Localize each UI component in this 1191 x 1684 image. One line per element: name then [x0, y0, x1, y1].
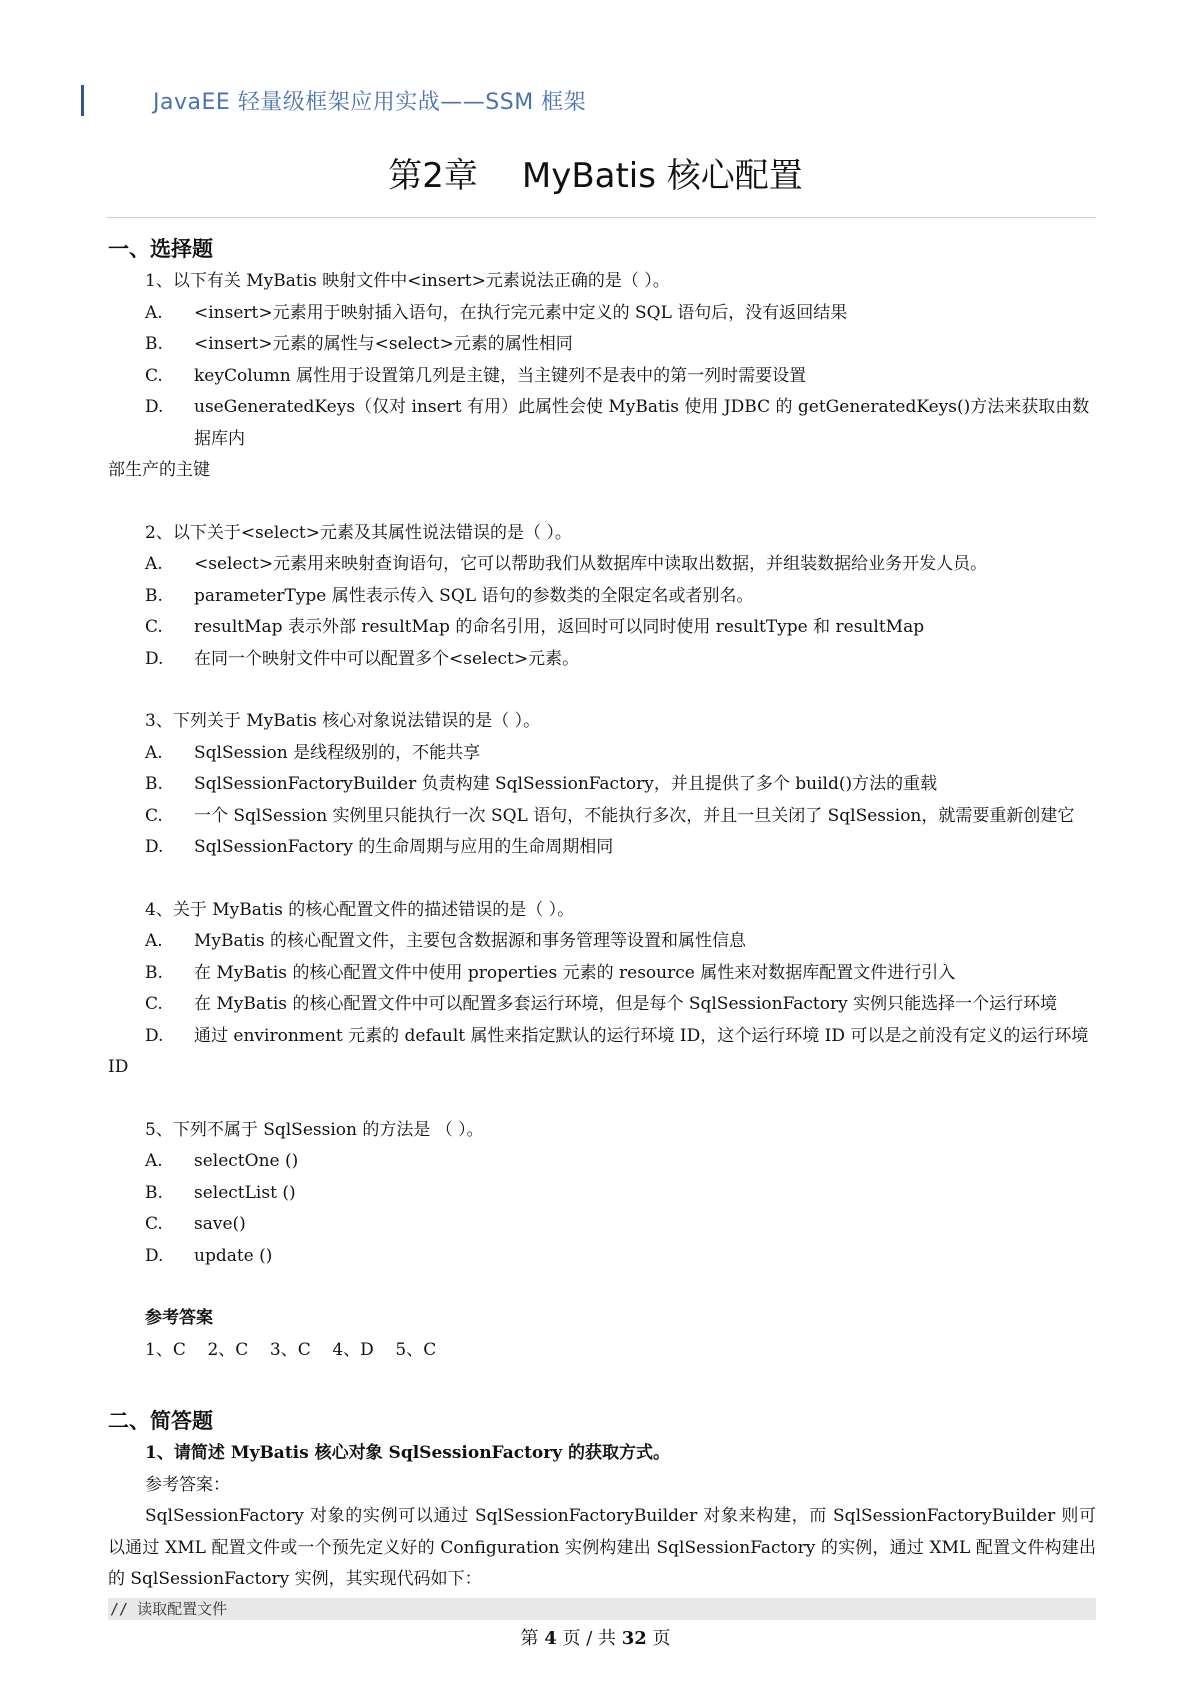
- header-accent-bar: [81, 85, 84, 116]
- question-option: C. save(): [145, 1214, 246, 1234]
- question-option-continuation: 部生产的主键: [108, 460, 210, 480]
- answer-key-heading: 参考答案: [145, 1308, 213, 1328]
- question-option: B. SqlSessionFactoryBuilder 负责构建 SqlSessionFactory，并且提供了多个 build()方法的重载: [145, 774, 938, 794]
- question-option: D. 在同一个映射文件中可以配置多个<select>元素。: [145, 648, 580, 669]
- question-option: C. keyColumn 属性用于设置第几列是主键，当主键列不是表中的第一列时需要设置: [145, 365, 807, 386]
- chapter-title: MyBatis 核心配置: [521, 156, 803, 196]
- question-stem: 2、以下关于<select>元素及其属性说法错误的是（ ）。: [145, 522, 572, 543]
- title-divider: [106, 217, 1096, 218]
- answer-paragraph: SqlSessionFactory 对象的实例可以通过 SqlSessionFactoryBuilder 对象来构建，而 SqlSessionFactoryBuilder 则可以通过 XML 配置文件或一个预先定义好的 Configuration 实例构建出 SqlSessionFactory 的实例，通过 XML 配置文件构建出的 SqlSessionFactory 实例，其实现代码如下：: [108, 1506, 1096, 1589]
- section-heading-choice: 一、选择题: [108, 237, 213, 261]
- question-option: A. <insert>元素用于映射插入语句，在执行完元素中定义的 SQL 语句后，没有返回结果: [145, 302, 848, 323]
- question-option: B. selectList (): [145, 1182, 296, 1203]
- answer-label: 参考答案：: [145, 1474, 230, 1495]
- code-comment-line: // 读取配置文件: [108, 1598, 1096, 1620]
- total-pages: 32: [621, 1628, 647, 1649]
- running-header: JavaEE 轻量级框架应用实战——SSM 框架: [153, 90, 587, 115]
- question-option: B. <insert>元素的属性与<select>元素的属性相同: [145, 334, 573, 354]
- question-option: A. SqlSession 是线程级别的，不能共享: [145, 742, 481, 763]
- question-option: D. useGeneratedKeys（仅对 insert 有用）此属性会使 MyBatis 使用 JDBC 的 getGeneratedKeys()方法来获取由数据库内: [145, 397, 1090, 449]
- question-option: C. 一个 SqlSession 实例里只能执行一次 SQL 语句，不能执行多次，并且一旦关闭了 SqlSession，就需要重新创建它: [145, 805, 1075, 826]
- chapter-number: 第2章: [388, 156, 478, 196]
- question-option: A. MyBatis 的核心配置文件，主要包含数据源和事务管理等设置和属性信息: [145, 931, 747, 951]
- question-option: B. parameterType 属性表示传入 SQL 语句的参数类的全限定名或者别名。: [145, 585, 754, 606]
- question-stem: 1、以下有关 MyBatis 映射文件中<insert>元素说法正确的是（ ）。: [145, 271, 670, 291]
- question-option: D. 通过 environment 元素的 default 属性来指定默认的运行环境 ID，这个运行环境 ID 可以是之前没有定义的运行环境: [145, 1025, 1089, 1046]
- page-footer: 第 4 页 / 共 32 页: [520, 1628, 671, 1649]
- question-option-continuation: ID: [108, 1057, 129, 1077]
- question-option: B. 在 MyBatis 的核心配置文件中使用 properties 元素的 resource 属性来对数据库配置文件进行引入: [145, 962, 956, 983]
- section-heading-short-answer: 二、简答题: [108, 1409, 213, 1433]
- answer-key: 1、C 2、C 3、C 4、D 5、C: [145, 1339, 437, 1360]
- question-option: C. resultMap 表示外部 resultMap 的命名引用，返回时可以同时使用 resultType 和 resultMap: [145, 617, 925, 637]
- question-option: D. update (): [145, 1245, 273, 1266]
- page-body: [108, 232, 1096, 1620]
- question-stem: 5、下列不属于 SqlSession 的方法是 （ ）。: [145, 1119, 484, 1140]
- chapter-heading: [0, 148, 1191, 197]
- question-stem: 4、关于 MyBatis 的核心配置文件的描述错误的是（ ）。: [145, 899, 575, 920]
- current-page-number: 4: [544, 1628, 557, 1649]
- question-stem: 3、下列关于 MyBatis 核心对象说法错误的是（ ）。: [145, 711, 541, 731]
- short-answer-question: 1、请简述 MyBatis 核心对象 SqlSessionFactory 的获取方式。: [145, 1443, 671, 1463]
- question-option: A. selectOne (): [145, 1151, 299, 1171]
- question-option: A. <select>元素用来映射查询语句，它可以帮助我们从数据库中读取出数据，并组装数据给业务开发人员。: [145, 554, 988, 574]
- question-option: C. 在 MyBatis 的核心配置文件中可以配置多套运行环境，但是每个 SqlSessionFactory 实例只能选择一个运行环境: [145, 994, 1058, 1014]
- question-option: D. SqlSessionFactory 的生命周期与应用的生命周期相同: [145, 837, 614, 857]
